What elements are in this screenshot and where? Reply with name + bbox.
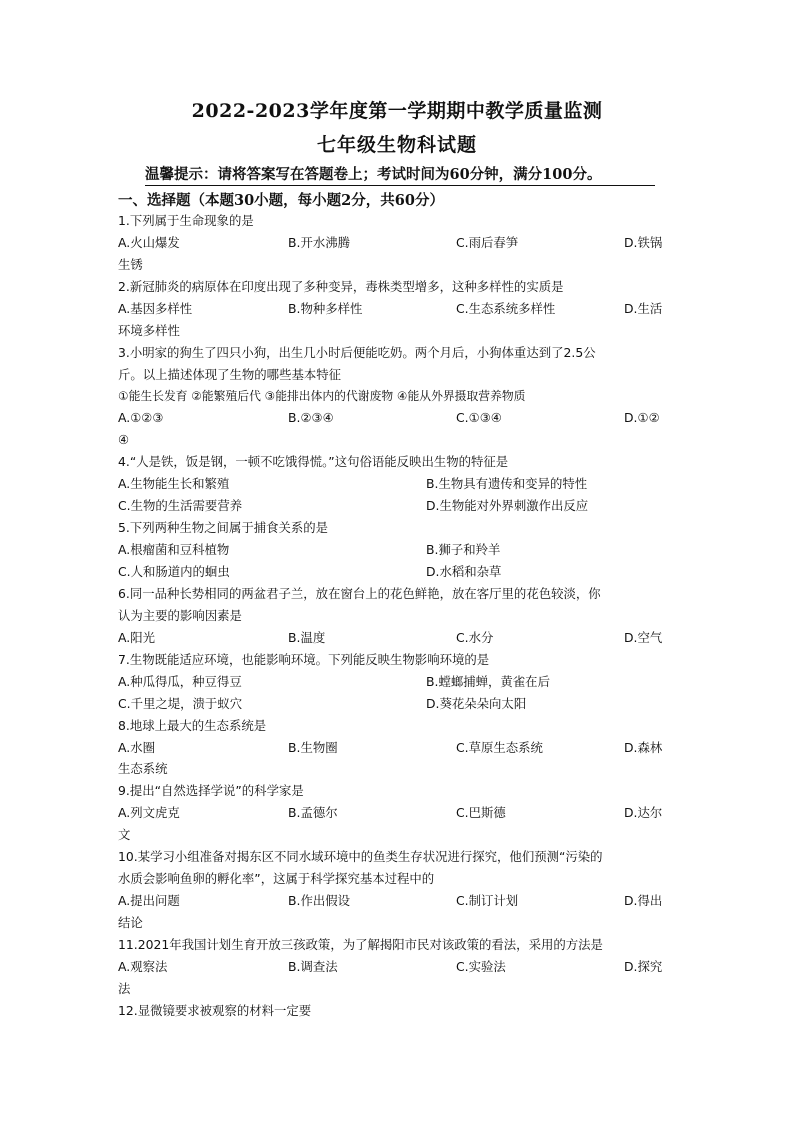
option-c: C.人和肠道内的蛔虫 (118, 564, 230, 579)
option-continuation: 生态系统 (118, 761, 168, 777)
question-items: ①能生长发育 ②能繁殖后代 ③能排出体内的代谢废物 ④能从外界摄取营养物质 (118, 388, 526, 403)
option-a: A.火山爆发 (118, 234, 180, 250)
options-row (118, 539, 668, 561)
option-a: A.生物能生长和繁殖 (118, 476, 230, 492)
options-row (118, 671, 668, 693)
option-c: C.制订计划 (456, 893, 519, 909)
option-c: C.千里之堤，溃于蚁穴 (118, 695, 243, 711)
option-b: B.物种多样性 (288, 300, 363, 316)
option-a: A.①②③ (118, 410, 164, 426)
options-row (118, 232, 668, 254)
question-stem: 3.小明家的狗生了四只小狗，出生几小时后便能吃奶。两个月后，小狗体重达到了2.5公 (118, 344, 596, 360)
option-d: D.森林 (624, 739, 663, 755)
option-a: A.阳光 (118, 629, 155, 645)
option-c: C.草原生态系统 (456, 739, 543, 755)
option-continuation: ④ (118, 432, 130, 448)
exam-tip: 温馨提示：请将答案写在答题卷上；考试时间为60分钟，满分100分。 (145, 163, 655, 186)
question-stem: 11.2021年我国计划生育开放三孩政策，为了解揭阳市民对该政策的看法，采用的方法是 (118, 936, 603, 952)
options-row (118, 693, 668, 715)
question-list (118, 210, 668, 1022)
options-row (118, 737, 668, 759)
question-stem-cont: 水质会影响鱼卵的孵化率”，这属于科学探究基本过程中的 (118, 871, 435, 887)
option-continuation: 文 (118, 827, 131, 843)
option-a: A.列文虎克 (118, 805, 180, 821)
option-d: D.生物能对外界刺激作出反应 (426, 498, 589, 514)
options-row (118, 495, 668, 517)
option-a: A.观察法 (118, 958, 168, 974)
options-row (118, 298, 668, 320)
options-row (118, 561, 668, 583)
options-row (118, 802, 668, 824)
option-b: B.开水沸腾 (288, 234, 351, 250)
options-row (118, 956, 668, 978)
option-c: C.生物的生活需要营养 (118, 498, 243, 514)
option-a: A.提出问题 (118, 893, 180, 909)
question-stem-cont: 认为主要的影响因素是 (118, 607, 242, 623)
option-continuation: 生锈 (118, 256, 143, 272)
option-c: C.雨后春笋 (456, 234, 519, 250)
option-b: B.生物具有遗传和变异的特性 (426, 476, 588, 492)
question-stem: 9.提出“自然选择学说”的科学家是 (118, 783, 304, 799)
option-d: D.得出 (624, 893, 663, 909)
option-d: D.生活 (624, 300, 663, 316)
option-b: B.螳螂捕蝉，黄雀在后 (426, 673, 550, 689)
question-stem-cont: 斤。以上描述体现了生物的哪些基本特征 (118, 366, 342, 382)
option-a: A.种瓜得瓜，种豆得豆 (118, 673, 242, 689)
options-row (118, 627, 668, 649)
option-c: C.巴斯德 (456, 805, 506, 821)
exam-title: 2022-2023学年度第一学期期中教学质量监测 (191, 100, 603, 122)
section-heading: 一、选择题（本题30小题，每小题2分，共60分） (118, 192, 444, 209)
option-b: B.生物圈 (288, 739, 338, 755)
question-stem: 4.“人是铁，饭是钢，一顿不吃饿得慌。”这句俗语能反映出生物的特征是 (118, 454, 509, 470)
option-continuation: 法 (118, 980, 131, 996)
options-row (118, 890, 668, 912)
option-continuation: 结论 (118, 915, 143, 930)
option-a: A.基因多样性 (118, 300, 193, 316)
option-d: D.葵花朵朵向太阳 (426, 695, 527, 711)
option-b: B.孟德尔 (288, 805, 338, 821)
option-b: B.狮子和羚羊 (426, 542, 501, 558)
question-stem: 1.下列属于生命现象的是 (118, 213, 254, 228)
option-c: C.①③④ (456, 410, 502, 426)
option-a: A.根瘤菌和豆科植物 (118, 542, 230, 558)
option-d: D.①② (624, 410, 660, 426)
option-b: B.②③④ (288, 410, 334, 426)
option-continuation: 环境多样性 (118, 322, 180, 338)
option-b: B.调查法 (288, 958, 338, 974)
options-row (118, 473, 668, 495)
exam-subtitle: 七年级生物科试题 (316, 134, 477, 156)
question-stem: 10.某学习小组准备对揭东区不同水域环境中的鱼类生存状况进行探究，他们预测“污染的 (118, 849, 603, 865)
question-stem: 6.同一品种长势相同的两盆君子兰，放在窗台上的花色鲜艳，放在客厅里的花色较淡，你 (118, 585, 601, 601)
option-c: C.生态系统多样性 (456, 300, 556, 316)
option-d: D.水稻和杂草 (426, 564, 502, 579)
question-stem: 12.显微镜要求被观察的材料一定要 (118, 1002, 312, 1018)
option-d: D.探究 (624, 958, 663, 974)
question-stem: 7.生物既能适应环境，也能影响环境。下列能反映生物影响环境的是 (118, 651, 490, 667)
option-b: B.温度 (288, 629, 326, 645)
option-c: C.水分 (456, 629, 494, 645)
option-d: D.达尔 (624, 805, 663, 821)
option-b: B.作出假设 (288, 893, 351, 909)
option-d: D.铁锅 (624, 234, 663, 250)
question-stem: 2.新冠肺炎的病原体在印度出现了多种变异，毒株类型增多，这种多样性的实质是 (118, 278, 564, 294)
option-d: D.空气 (624, 629, 663, 645)
question-stem: 8.地球上最大的生态系统是 (118, 717, 267, 733)
question-stem: 5.下列两种生物之间属于捕食关系的是 (118, 520, 329, 536)
option-a: A.水圈 (118, 739, 155, 755)
options-row (118, 407, 668, 429)
option-c: C.实验法 (456, 958, 506, 974)
